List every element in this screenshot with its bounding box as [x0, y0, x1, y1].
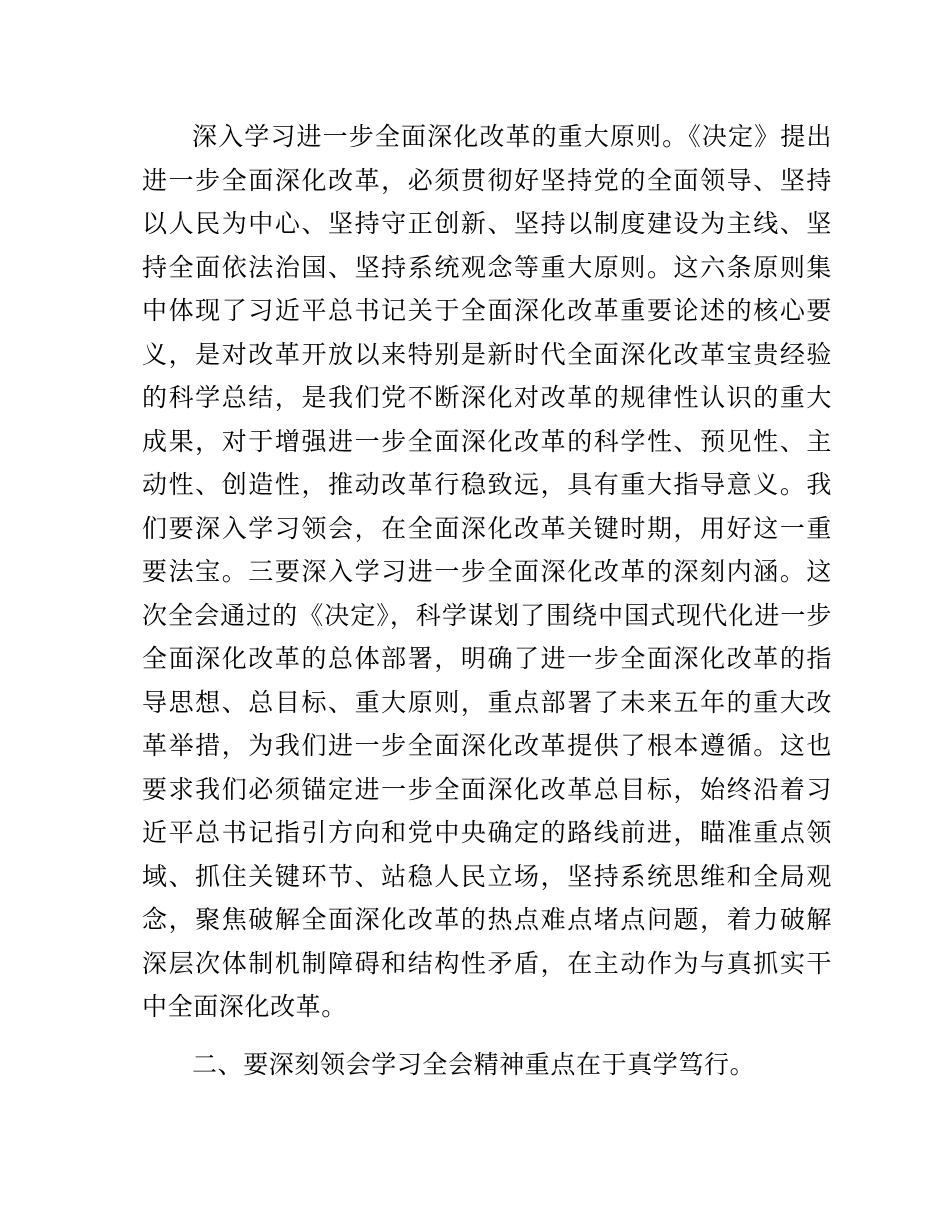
section-heading: 二、要深刻领会学习全会精神重点在于真学笃行。	[192, 1049, 756, 1079]
body-paragraph: 深入学习进一步全面深化改革的重大原则。《决定》提出进一步全面深化改革，必须贯彻好坚持党的全面领导、坚持以人民为中心、坚持守正创新、坚持以制度建设为主线、坚持全面依法治国、坚持系统观念等重大原则。这六条原则集中体现了习近平总书记关于全面深化改革重要论述的核心要义，是对改革开放以来特别是新时代全面深化改革宝贵经验的科学总结，是我们党不断深化对改革的规律性认识的重大成果，对于增强进一步全面深化改革的科学性、预见性、主动性、创造性，推动改革行稳致远，具有重大指导意义。我们要深入学习领会，在全面深化改革关键时期，用好这一重要法宝。三要深入学习进一步全面深化改革的深刻内涵。这次全会通过的《决定》，科学谋划了围绕中国式现代化进一步全面深化改革的总体部署，明确了进一步全面深化改革的指导思想、总目标、重大原则，重点部署了未来五年的重大改革举措，为我们进一步全面深化改革提供了根本遵循。这也要求我们必须锚定进一步全面深化改革总目标，始终沿着习近平总书记指引方向和党中央确定的路线前进，瞄准重点领域、抓住关键环节、站稳人民立场，坚持系统思维和全局观念，聚焦破解全面深化改革的热点难点堵点问题，着力破解深层次体制机制障碍和结构性矛盾，在主动作为与真抓实干中全面深化改革。	[142, 122, 832, 1021]
document-body	[142, 115, 832, 1086]
